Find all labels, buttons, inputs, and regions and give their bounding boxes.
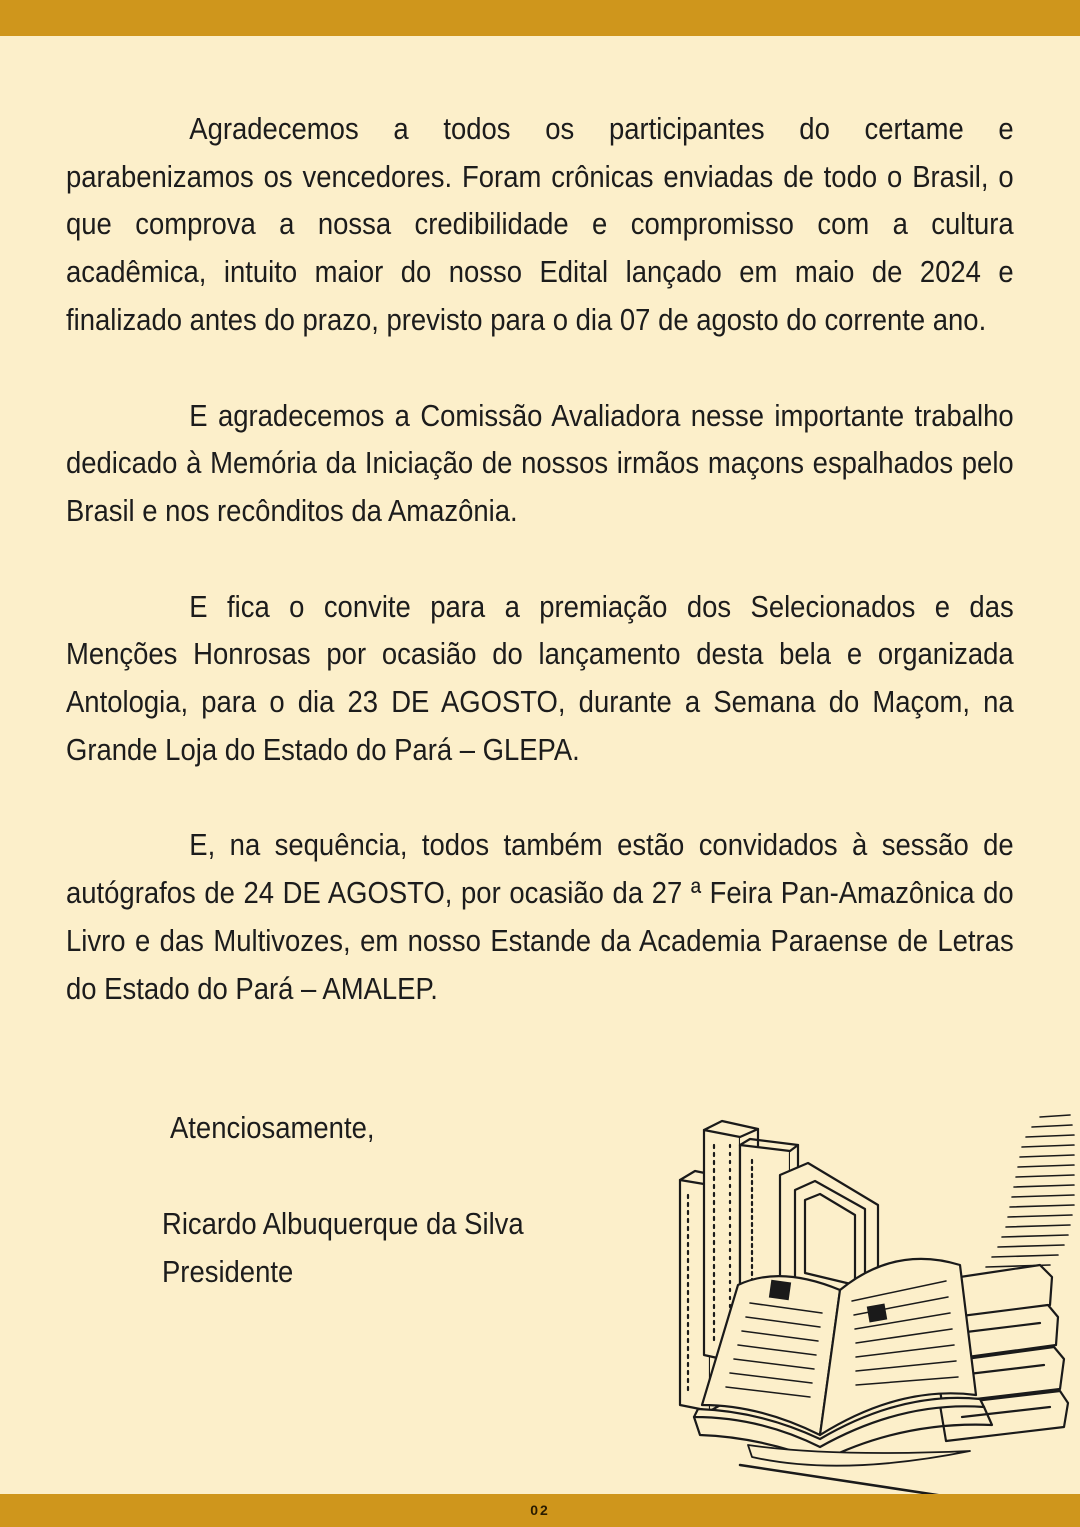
top-band: [0, 0, 1080, 36]
paragraph-thanks-committee: E agradecemos a Comissão Avaliadora nesse importante trabalho dedicado à Memória da Iniciação de nossos irmãos maçons espalhados pelo Brasil e nos recônditos da Amazônia.: [66, 398, 1014, 528]
letter-body: [66, 106, 1014, 1061]
paragraph-award-invitation: E fica o convite para a premiação dos Selecionados e das Menções Honrosas por ocasião do lançamento desta bela e organizada Antologia, para o dia 23 DE AGOSTO, durante a Semana do Maçom, na Grande Loja do Estado do Pará – GLEPA.: [66, 589, 1014, 767]
signer-name: Ricardo Albuquerque da Silva: [162, 1207, 524, 1241]
open-book-stack-icon: [640, 1105, 1080, 1510]
paragraph-autograph-invitation: E, na sequência, todos também estão convidados à sessão de autógrafos de 24 DE AGOSTO, por ocasião da 27 ª Feira Pan-Amazônica do Livro e das Multivozes, em nosso Estande da Academia Paraense de Letras do Estado do Pará – AMALEP.: [66, 828, 1014, 1006]
paragraph-thanks-participants: Agradecemos a todos os participantes do certame e parabenizamos os vencedores. Foram crônicas enviadas de todo o Brasil, o que comprova a nossa credibilidade e compromisso com a cultura acadêmica, intuito maior do nosso Edital lançado em maio de 2024 e finalizado antes do prazo, previsto para o dia 07 de agosto do corrente ano.: [66, 112, 1014, 337]
signer-title: Presidente: [162, 1255, 294, 1289]
salutation: Atenciosamente,: [170, 1111, 375, 1145]
page-number: 02: [530, 1502, 550, 1518]
